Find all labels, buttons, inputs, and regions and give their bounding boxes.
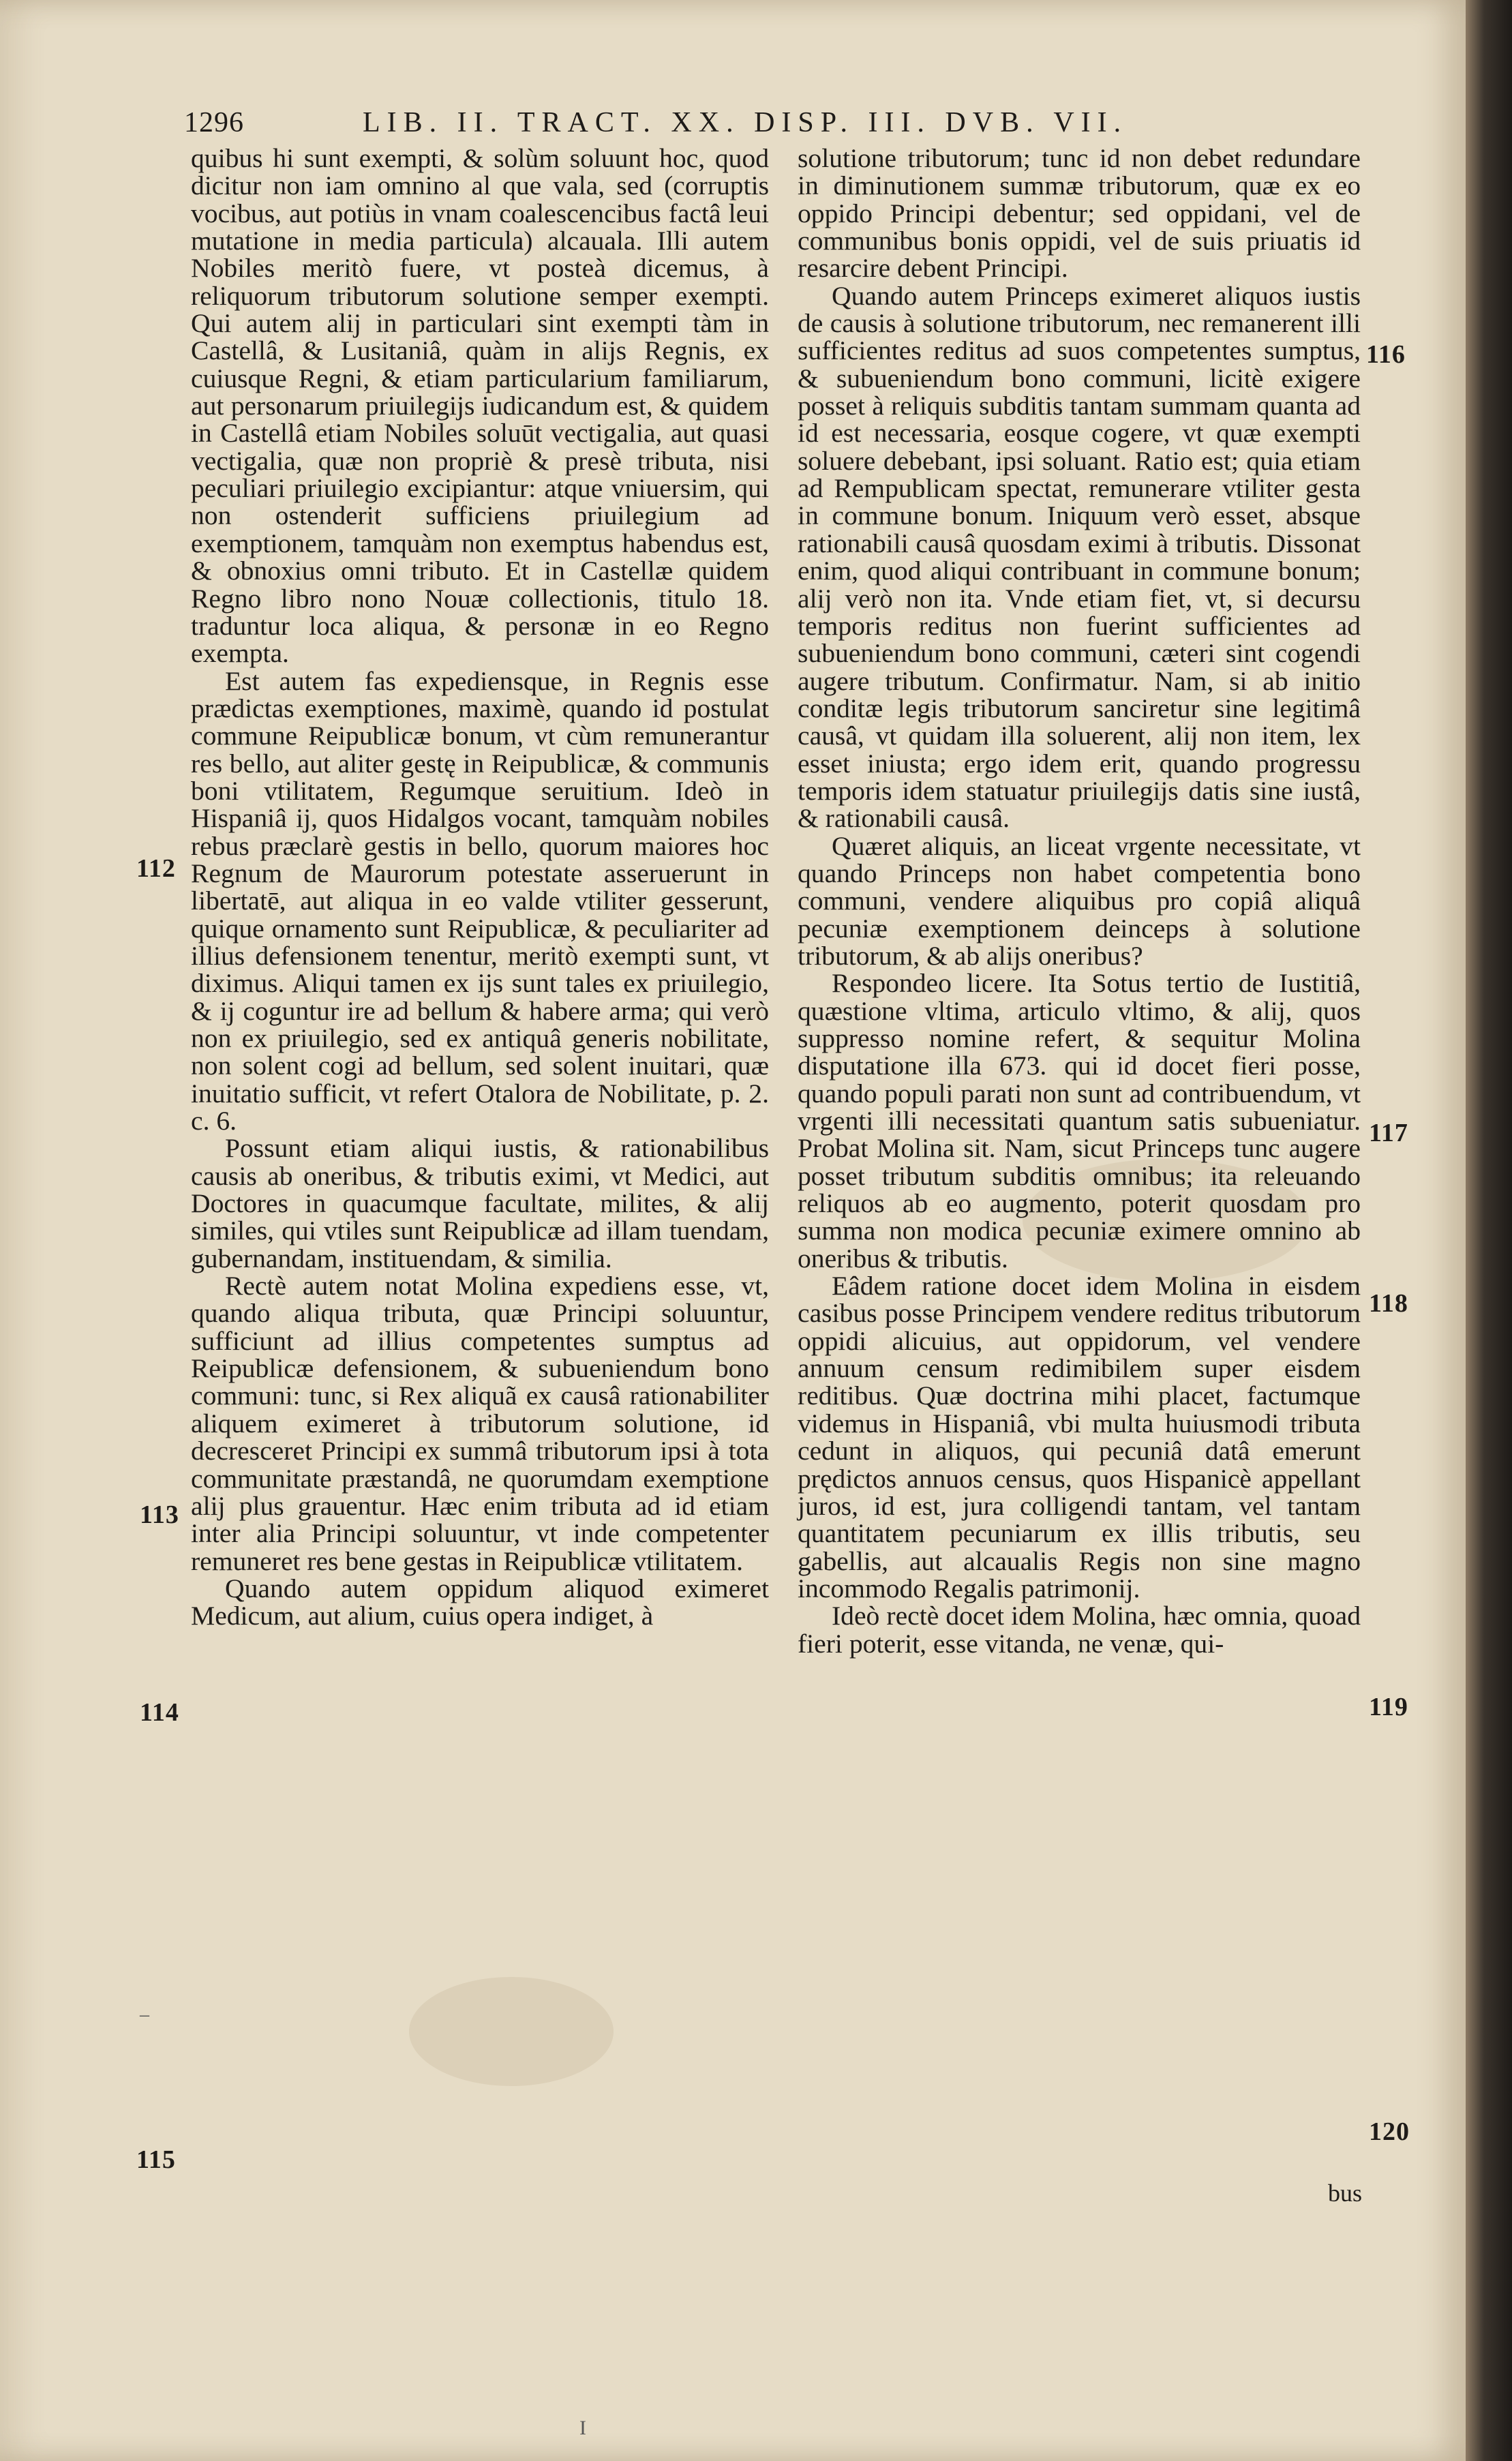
paragraph: Rectè autem notat Molina expediens esse, vt, quando aliqua tributa, quæ Principi soluuntur, sufficiunt ad illius competentes sumptus ad Reipublicæ defensionem, & subueniendum bono communi: tunc, si Rex aliquã ex causâ rationabiliter aliquem eximeret à tributorum solutione, id decresceret Principi ex summâ tributorum ipsi à tota communitate præstandâ, ne quorumdam exemptione alij plus grauentur. Hæc enim tributa ad id etiam inter alia Principi soluuntur, vt inde competenter remuneret res bene gestas in Reipublicæ vtilitatem. bbox=[191, 1271, 769, 1576]
running-title: LIB. II. TRACT. XX. DISP. III. DVB. VII. bbox=[363, 107, 1128, 138]
paragraph: Eâdem ratione docet idem Molina in eisdem casibus posse Principem vendere reditus tributorum oppidi alicuius, aut oppidorum, vel vendere annuum censum redimibilem super eisdem reditibus. Quæ doctrina mihi placet, factumque videmus in Hispaniâ, vbi multa huiusmodi tributa cedunt in aliquos, qui pecuniâ datâ emerunt prędictos annuos census, quos Hispanicè appellant juros, id est, jura colligendi tantam, vel tantam quantitatem pecuniarum ex illis tributis, seu gabellis, aut alcaualis Regis non sine magno incommodo Regalis patrimonij. bbox=[798, 1271, 1361, 1603]
margin-number: 119 bbox=[1369, 1693, 1408, 1721]
paragraph: Est autem fas expediensque, in Regnis esse prædictas exemptiones, maximè, quando id postulat commune Reipublicæ bonum, vt cùm remunerantur res bello, aut aliter gestę in Reipublicæ, & communis boni vtilitatem, Regumque seruitium. Ideò in Hispaniâ ij, quos Hidalgos vocant, tamquàm nobiles rebus præclarè gestis in bello, quorum maiores hoc Regnum de Maurorum potestate asseruerunt in libertatē, aut aliqua in eo valde vtiliter gesserunt, quique ornamento sunt Reipublicæ, & peculiariter ad illius defensionem tenentur, meritò exempti sunt, vt diximus. Aliqui tamen ex ijs sunt tales ex priuilegio, & ij coguntur ire ad bellum & habere arma; qui verò non ex priuilegio, sed ex antiquâ generis nobilitate, non solent cogi ad bellum, sed solent inuitari, quæ inuitatio sufficit, vt refert Otalora de Nobilitate, p. 2. c. 6. bbox=[191, 665, 769, 1136]
paragraph: Quando autem Princeps eximeret aliquos iustis de causis à solutione tributorum, nec remanerent illi sufficientes reditus ad suos competentes sumptus, & subueniendum bono communi, licitè exigere posset à reliquis subditis tantam summam quanta ad id est necessaria, eosque cogere, vt quæ exempti soluere debebant, ipsi soluant. Ratio est; quia etiam ad Rempublicam spectat, remunerare vtiliter gesta in commune bonum. Iniquum verò esset, absque rationabili causâ quosdam eximi à tributis. Dissonat enim, quod aliqui contribuant in commune bonum; alij verò non ita. Vnde etiam fiet, vt, si decursu temporis reditus non fuerint sufficientes ad subueniendum bono communi, cæteri sint cogendi augere tributum. Confirmatur. Nam, si ab initio conditæ legis tributorum sanciretur sine legitimâ causâ, vt quidam illa soluerent, alij non item, lex esset iniusta; ergo idem erit, quando progressu temporis idem statuatur priuilegijs datis sine iustâ, & rationabili causâ. bbox=[798, 280, 1361, 834]
paper-stain bbox=[409, 1977, 614, 2086]
paragraph: Possunt etiam aliqui iustis, & rationabilibus causis ab oneribus, & tributis eximi, vt Medici, aut Doctores in quacumque facultate, milites, & alij similes, qui vtiles sunt Reipublicæ ad illam tuendam, gubernandam, instituendam, & similia. bbox=[191, 1133, 769, 1273]
right-column bbox=[798, 145, 1361, 1657]
margin-number: 115 bbox=[136, 2145, 176, 2174]
paragraph: Quæret aliquis, an liceat vrgente necessitate, vt quando Princeps non habet competentia bono communi, vendere aliquibus pro copiâ aliquâ pecuniæ exemptionem deinceps à solutione tributorum, & ab alijs oneribus? bbox=[798, 830, 1361, 971]
paragraph: Quando autem oppidum aliquod eximeret Medicum, aut alium, cuius opera indiget, à bbox=[191, 1573, 769, 1631]
margin-number: 117 bbox=[1369, 1119, 1408, 1147]
margin-number: 113 bbox=[140, 1500, 179, 1529]
paragraph: Ideò rectè docet idem Molina, hæc omnia, quoad fieri poterit, esse vitanda, ne venæ, qui- bbox=[798, 1601, 1361, 1659]
margin-number: 114 bbox=[140, 1698, 179, 1727]
paragraph: solutione tributorum; tunc id non debet redundare in diminutionem summæ tributorum, quæ ex eo oppido Principi debentur; sed oppidani, vel de communibus bonis oppidi, vel de suis priuatis id resarcire debent Principi. bbox=[798, 143, 1361, 284]
foot-mark: I bbox=[579, 2417, 586, 2439]
margin-number: 120 bbox=[1369, 2117, 1410, 2146]
page-number: 1296 bbox=[184, 107, 244, 138]
margin-number: 118 bbox=[1369, 1289, 1408, 1318]
margin-number: 112 bbox=[136, 854, 176, 883]
paragraph: quibus hi sunt exempti, & solùm soluunt hoc, quod dicitur non iam omnino al que vala, sed (corruptis vocibus, aut potiùs in vnam coalescencibus factâ leui mutatione in media particula) alcauala. Illi autem Nobiles meritò fuere, vt posteà dicemus, à reliquorum tributorum solutione semper exempti. Qui autem alij in particulari sint exempti tàm in Castellâ, & Lusitaniâ, quàm in alijs Regnis, ex cuiusque Regni, & etiam particularium familiarum, aut personarum priuilegijs iudicandum est, & quidem in Castellâ etiam Nobiles soluūt vectigalia, aut quasi vectigalia, quæ non propriè & presè tributa, nisi peculiari priuilegio excipiantur: atque vniuersim, qui non ostenderit sufficiens priuilegium ad exemptionem, tamquàm non exemptus habendus est, & obnoxius omni tributo. Et in Castellæ quidem Regno libro nono Nouæ collectionis, titulo 18. traduntur loca aliqua, & personæ in eo Regno exempta. bbox=[191, 143, 769, 669]
paragraph: Respondeo licere. Ita Sotus tertio de Iustitiâ, quæstione vltima, articulo vltimo, & alij, quos suppresso nomine refert, & sequitur Molina disputatione illa 673. qui id docet fieri posse, quando populi parati non sunt ad contribuendum, vt vrgenti illi necessitati quantum satis subueniatur. Probat Molina sit. Nam, sicut Princeps tunc augere posset tributum subditis omnibus; ita releuando reliquos ab eo augmento, poterit quosdam pro summa non modica pecuniæ eximere omnino ab oneribus & tributis. bbox=[798, 968, 1361, 1273]
margin-dash: – bbox=[140, 2004, 149, 2025]
left-column bbox=[191, 145, 769, 1630]
margin-number: 116 bbox=[1366, 340, 1406, 369]
page-edge bbox=[1466, 0, 1512, 2461]
running-head bbox=[184, 101, 1377, 149]
catchword: bus bbox=[1328, 2179, 1363, 2207]
